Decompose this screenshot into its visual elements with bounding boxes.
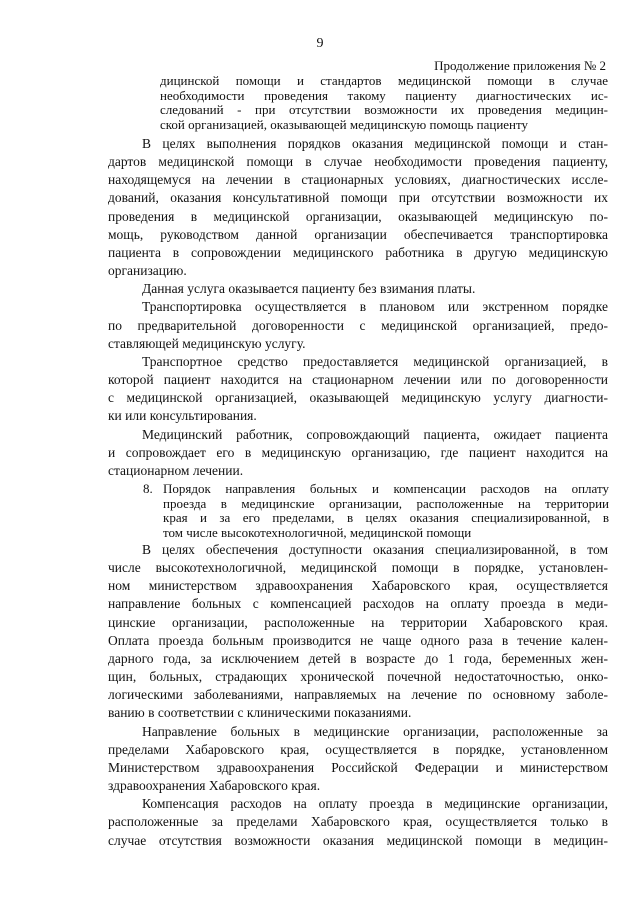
paragraph-line: Медицинский работник, сопровождающий пациента, ожидает пациента <box>142 426 608 442</box>
section-title-line: проезда в медицинские организации, расположенные на территории <box>163 495 609 511</box>
section-title-line: Порядок направления больных и компенсации расходов на оплату <box>163 481 609 496</box>
paragraph-line: ставляющей медицинскую услугу. <box>108 335 306 351</box>
paragraph-line: Направление больных в медицинские организации, расположенные за <box>142 723 608 739</box>
section-title-line: края и за его пределами, в целях оказания специализированной, в <box>163 510 609 525</box>
section-number: 8. <box>143 481 153 496</box>
paragraph-line: ванию в соответствии с клиническими показаниями. <box>108 705 412 721</box>
paragraph-line: щин, больных, страдающих хронической почечной недостаточностью, онко- <box>108 669 608 685</box>
paragraph-line: Данная услуга оказывается пациенту без взимания платы. <box>142 281 476 297</box>
paragraph <box>108 135 608 280</box>
paragraph <box>108 353 608 426</box>
paragraph-line: по предварительной договоренности с медицинской организацией, предо- <box>108 317 608 333</box>
paragraph-line: и сопровождает его в медицинскую организацию, где пациент находится на <box>108 444 608 460</box>
paragraph-line: дований, оказания консультативной помощи при отсутствии возможности их <box>108 190 608 206</box>
paragraph <box>108 795 608 849</box>
paragraph-line: Министерством здравоохранения Российской Федерации и министерством <box>108 759 608 775</box>
paragraph-line: случае отсутствия возможности оказания медицинской помощи в медицин- <box>108 832 608 848</box>
paragraph-line: пределами Хабаровского края, осуществляется в порядке, установленном <box>108 741 608 757</box>
paragraph-line: дартов медицинской помощи в случае необходимости проведения пациенту, <box>108 154 608 170</box>
paragraph-line: дарного года, за исключением детей в возрасте до 1 года, беременных жен- <box>108 650 608 666</box>
paragraph-line: которой пациент находится на стационарном лечении или по договоренности <box>108 372 608 388</box>
paragraph-line: проведения в медицинской организации, оказывающей медицинскую по- <box>108 208 608 224</box>
heading-line: следований - при отсутствии возможности их проведения медицин- <box>160 102 608 117</box>
paragraph-line: направление больных с компенсацией расходов на оплату проезда в меди- <box>108 596 608 612</box>
heading-line: дицинской помощи и стандартов медицинской помощи в случае <box>160 73 608 88</box>
paragraph <box>108 298 608 352</box>
paragraph-line: В целях обеспечения доступности оказания специализированной, в том <box>142 542 608 557</box>
paragraph-line: Транспортировка осуществляется в плановом или экстренном порядке <box>142 299 608 315</box>
section-title-line: том числе высокотехнологичной, медицинской помощи <box>163 524 472 540</box>
paragraph-line: цинские организации, расположенные на территории Хабаровского края. <box>108 614 608 630</box>
section-title <box>143 482 609 540</box>
page-number: 9 <box>316 36 324 51</box>
continued-heading <box>160 74 608 132</box>
paragraph-line: числе высокотехнологичной, медицинской помощи в порядке, установлен- <box>108 560 608 576</box>
paragraph-line: Транспортное средство предоставляется медицинской организацией, в <box>142 353 608 369</box>
paragraph-line: стационарном лечении. <box>108 462 244 478</box>
paragraph-line: ном министерством здравоохранения Хабаровского края, осуществляется <box>108 578 608 594</box>
paragraph-line: В целях выполнения порядков оказания медицинской помощи и стан- <box>142 136 608 151</box>
paragraph <box>108 723 608 796</box>
paragraph-line: логическими заболеваниями, направляемых на лечение по основному заболе- <box>108 687 608 703</box>
body-text-top <box>108 135 608 480</box>
paragraph-line: здравоохранения Хабаровского края. <box>108 778 321 794</box>
paragraph <box>108 541 608 723</box>
paragraph-line: расположенные за пределами Хабаровского края, осуществляется только в <box>108 814 608 830</box>
heading-line: необходимости проведения такому пациенту диагностических ис- <box>160 87 608 103</box>
paragraph-line: организацию. <box>108 263 187 279</box>
paragraph-line: Компенсация расходов на оплату проезда в медицинские организации, <box>142 796 608 812</box>
section-8-heading <box>143 482 609 540</box>
paragraph-line: мощь, руководством данной организации обеспечивается транспортировка <box>108 226 608 242</box>
paragraph-line: с медицинской организацией, оказывающей медицинскую услугу диагности- <box>108 390 608 406</box>
paragraph-line: ки или консультирования. <box>108 408 257 424</box>
appendix-continuation-note: Продолжение приложения № 2 <box>434 58 606 73</box>
heading-line: ской организацией, оказывающей медицинскую помощь пациенту <box>160 116 529 132</box>
paragraph <box>108 280 608 298</box>
body-text-bottom <box>108 541 608 850</box>
paragraph-line: Оплата проезда больным производится не чаще одного раза в течение кален- <box>108 632 608 648</box>
paragraph-line: пациента в сопровождении медицинского работника в другую медицинскую <box>108 244 608 260</box>
paragraph-line: находящемуся на лечении в стационарных условиях, диагностических иссле- <box>108 172 608 188</box>
paragraph <box>108 426 608 480</box>
